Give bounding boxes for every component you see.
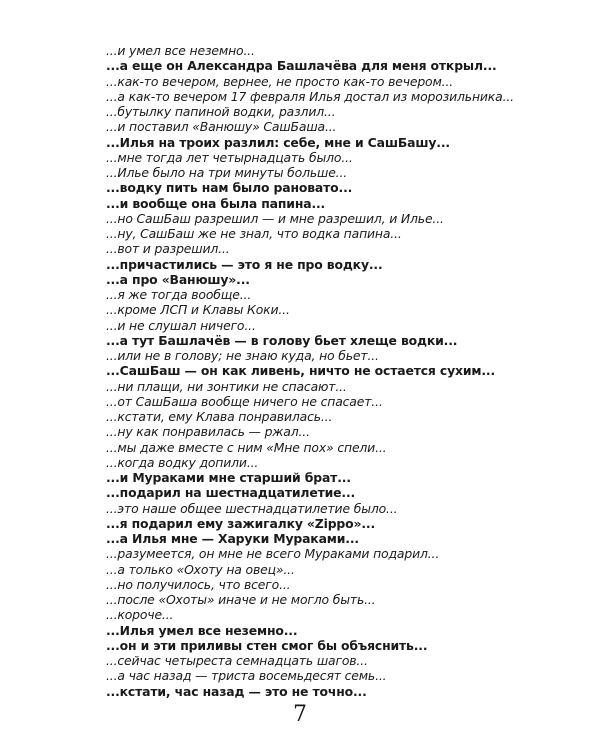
poem-line: ...водку пить нам было рановато... bbox=[106, 180, 353, 196]
poem-line: ...он и эти приливы стен смог бы объяснить... bbox=[106, 637, 428, 653]
poem-line: ...причастились — это я не про водку... bbox=[106, 256, 383, 272]
poem-line: ...вот и разрешил... bbox=[106, 241, 230, 257]
poem-line: ...Илье было на три минуты больше... bbox=[106, 165, 348, 180]
poem-line: ...или не в голову; не знаю куда, но бьет... bbox=[106, 348, 379, 363]
poem-line: ...а еще он Александра Башлачёва для меня открыл... bbox=[106, 58, 497, 74]
poem-line: ...и вообще она была папина... bbox=[106, 195, 326, 211]
poem-line: ...это наше общее шестнадцатилетие было... bbox=[106, 500, 398, 516]
poem-line: ...я же тогда вообще... bbox=[106, 287, 252, 302]
poem-line: ...но получилось, что всего... bbox=[106, 576, 291, 592]
poem-line: ...короче... bbox=[106, 607, 174, 623]
poem-line: ...СашБаш — он как ливень, ничто не остается сухим... bbox=[106, 363, 496, 379]
poem-line: ...Илья на троих разлил: себе, мне и СашБашу... bbox=[106, 134, 450, 150]
page-number: 7 bbox=[293, 702, 307, 727]
poem-line: ...кстати, ему Клава понравилась... bbox=[106, 409, 333, 424]
poem-line: ...а Илья мне — Харуки Мураками... bbox=[106, 531, 359, 546]
poem-line: ...бутылку папиной водки, разлил... bbox=[106, 104, 336, 119]
poem-line: ...как-то вечером, вернее, не просто как-то вечером... bbox=[106, 73, 454, 89]
poem-line: ...кстати, час назад — это не точно... bbox=[106, 683, 367, 699]
poem-line: ...я подарил ему зажигалку «Zippo»... bbox=[106, 515, 376, 531]
poem-line: ...а как-то вечером 17 февраля Илья достал из морозильника... bbox=[106, 88, 514, 104]
poem-line: ...и поставил «Ванюшу» СашБаша... bbox=[106, 119, 337, 135]
poem-line: ...сейчас четыреста семнадцать шагов... bbox=[106, 653, 368, 668]
poem-line: ...а только «Охоту на овец»... bbox=[106, 561, 295, 577]
poem-body bbox=[106, 43, 566, 699]
poem-line: ...а тут Башлачёв — в голову бьет хлеще водки... bbox=[106, 332, 458, 348]
poem-line: ...от СашБаша вообще ничего не спасает... bbox=[106, 393, 383, 409]
poem-line: ...подарил на шестнадцатилетие... bbox=[106, 485, 356, 501]
poem-line: ...а про «Ванюшу»... bbox=[106, 271, 250, 287]
poem-line: ...Илья умел все неземно... bbox=[106, 622, 298, 638]
poem-line: ...ни плащи, ни зонтики не спасают... bbox=[106, 378, 347, 394]
poem-line: ...кроме ЛСП и Клавы Коки... bbox=[106, 302, 290, 318]
poem-line: ...разумеется, он мне не всего Мураками подарил... bbox=[106, 546, 440, 562]
poem-line: ...и не слушал ничего... bbox=[106, 317, 256, 333]
poem-line: ...но СашБаш разрешил — и мне разрешил, и Илье... bbox=[106, 210, 444, 226]
poem-line: ...и умел все неземно... bbox=[106, 43, 255, 58]
poem-line: ...когда водку допили... bbox=[106, 454, 259, 470]
poem-line: ...после «Охоты» иначе и не могло быть... bbox=[106, 592, 376, 607]
poem-line: ...ну как понравилась — ржал... bbox=[106, 424, 310, 440]
poem-line: ...а час назад — триста восемьдесят семь... bbox=[106, 668, 387, 684]
poem-line: ...и Мураками мне старший брат... bbox=[106, 470, 351, 485]
poem-line: ...ну, СашБаш же не знал, что водка папина... bbox=[106, 226, 402, 241]
poem-line: ...мне тогда лет четырнадцать было... bbox=[106, 149, 353, 165]
poem-line: ...мы даже вместе с ним «Мне пох» спели... bbox=[106, 439, 387, 455]
